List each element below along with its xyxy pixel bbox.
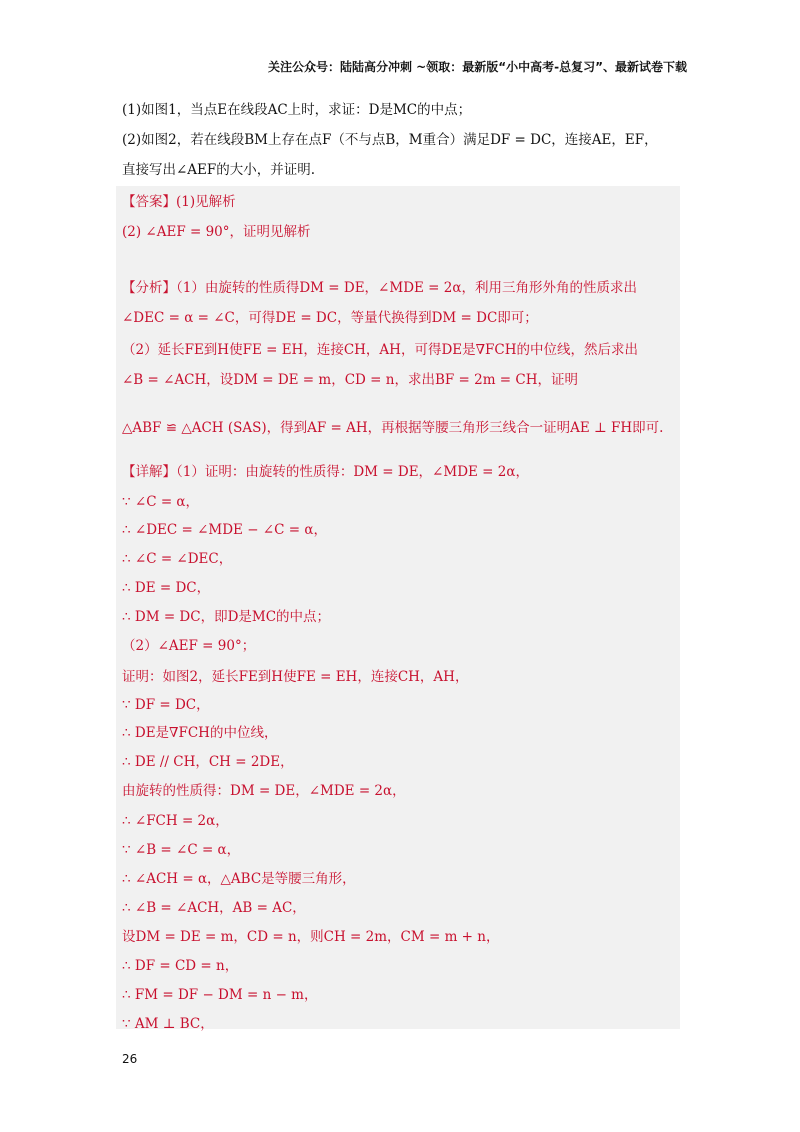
detail-line: ∵ AM ⊥ BC， [122,1016,214,1032]
detail-line: ∵ ∠C = α， [122,494,200,510]
detail-line: ∴ ∠DEC = ∠MDE − ∠C = α， [122,522,327,538]
detail-line-1 [122,460,682,480]
page-header [0,58,800,75]
analysis-line-4: ∠B = ∠ACH，设DM = DE = m，CD = n，求出BF = 2m = CH，证明 [122,372,579,388]
analysis-line-5: △ABF ≌ △ACH (SAS)，得到AF = AH，再根据等腰三角形三线合一证明AE ⊥ FH即可. [122,420,664,436]
detail-line: 证明：如图2，延长FE到H使FE = EH，连接CH，AH， [122,669,469,685]
question-part-2: (2)如图2，若在线段BM上存在点F（不与点B，M重合）满足DF = DC，连接AE，EF， [122,132,658,148]
detail-line: ∴ ∠FCH = 2α， [122,813,229,829]
page-number: 26 [122,1052,138,1066]
detail-line: ∵ DF = DC， [122,697,210,713]
detail-text-0: （1）证明：由旋转的性质得：DM = DE，∠MDE = 2α， [176,464,529,480]
detail-line: ∴ FM = DF − DM = n − m， [122,987,318,1003]
detail-line: （2）∠AEF = 90°； [122,638,256,654]
detail-line: 设DM = DE = m，CD = n，则CH = 2m，CM = m + n， [122,929,500,945]
detail-line: ∴ DE是∇FCH的中位线， [122,725,278,741]
detail-line: ∴ DE // CH，CH = 2DE， [122,754,294,770]
analysis-line-3: （2）延长FE到H使FE = EH，连接CH，AH，可得DE是∇FCH的中位线，然后求出 [122,342,639,358]
detail-line: 由旋转的性质得：DM = DE，∠MDE = 2α， [122,783,406,799]
detail-line: ∴ DM = DC，即D是MC的中点； [122,609,331,625]
detail-label: 【详解】 [122,464,176,480]
question-part-1: (1)如图1，当点E在线段AC上时，求证：D是MC的中点； [122,102,472,118]
analysis-line-2: ∠DEC = α = ∠C，可得DE = DC，等量代换得到DM = DC即可； [122,310,538,326]
detail-line: ∴ ∠B = ∠ACH，AB = AC， [122,900,306,916]
question-part-2-continued: 直接写出∠AEF的大小，并证明. [122,162,316,178]
answer-line-1 [122,190,682,210]
analysis-label: 【分析】 [122,280,176,296]
detail-line: ∵ ∠B = ∠C = α， [122,842,241,858]
answer-part-1: (1)见解析 [176,194,236,210]
detail-line: ∴ ∠ACH = α，△ABC是等腰三角形， [122,871,356,887]
analysis-line-1 [122,276,682,296]
detail-line: ∴ ∠C = ∠DEC， [122,551,233,567]
detail-line: ∴ DE = DC， [122,580,211,596]
header-text: 关注公众号：陆陆高分冲刺 ~领取：最新版“小中高考-总复习”、最新试卷下载 [268,60,687,74]
answer-part-2: (2) ∠AEF = 90°，证明见解析 [122,224,311,240]
detail-line: ∴ DF = CD = n， [122,958,239,974]
analysis-text-1: （1）由旋转的性质得DM = DE，∠MDE = 2α，利用三角形外角的性质求出 [176,280,637,296]
answer-label: 【答案】 [122,194,176,210]
